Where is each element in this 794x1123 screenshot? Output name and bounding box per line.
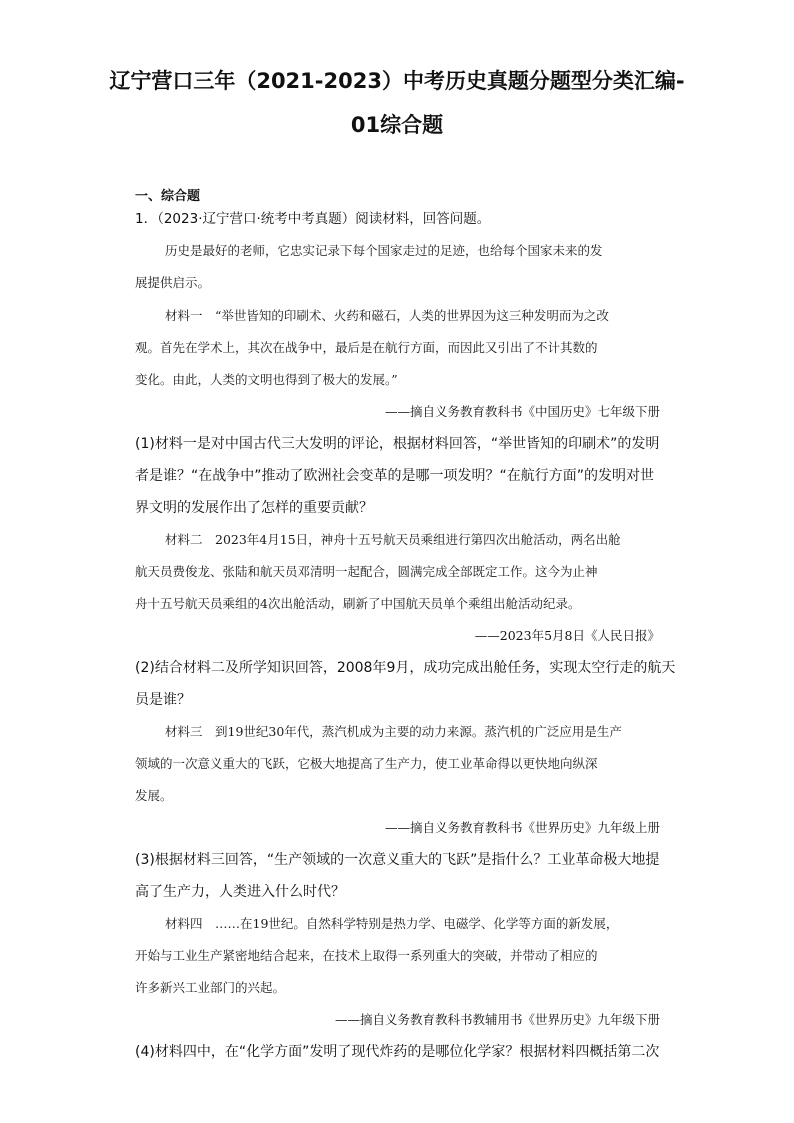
question-header: 1．（2023·辽宁营口·统考中考真题）阅读材料，回答问题。 — [135, 211, 491, 227]
q3-line-1: (3)根据材料三回答，“生产领域的一次意义重大的飞跃”是指什么？工业革命极大地提 — [135, 852, 660, 868]
material4-line-1: 材料四 ……在19世纪。自然科学特别是热力学、电磁学、化学等方面的新发展， — [165, 916, 619, 931]
q1-line-2: 者是谁？“在战争中”推动了欧洲社会变革的是哪一项发明？“在航行方面”的发明对世 — [135, 468, 655, 484]
q4-line-1: (4)材料四中，在“化学方面”发明了现代炸药的是哪位化学家？根据材料四概括第二次 — [135, 1044, 660, 1060]
q3-line-2: 高了生产力，人类进入什么时代？ — [135, 884, 345, 900]
document-title-line1: 辽宁营口三年（2021-2023）中考历史真题分题型分类汇编- — [109, 69, 685, 93]
material2-line-3: 舟十五号航天员乘组的4次出舱活动，刷新了中国航天员单个乘组出舱活动纪录。 — [135, 596, 581, 611]
q2-line-2: 员是谁？ — [135, 692, 191, 708]
material2-source: ——2023年5月8日《人民日报》 — [474, 628, 660, 643]
intro-line-2: 展提供启示。 — [135, 275, 211, 290]
material3-line-3: 发展。 — [135, 788, 173, 803]
material2-line-1: 材料二 2023年4月15日，神舟十五号航天员乘组进行第四次出舱活动，两名出舱 — [165, 532, 621, 547]
q1-line-3: 界文明的发展作出了怎样的重要贡献？ — [135, 500, 373, 516]
material3-source: ——摘自义务教育教科书《世界历史》九年级上册 — [384, 820, 660, 835]
q1-line-1: (1)材料一是对中国古代三大发明的评论，根据材料回答，“举世皆知的印刷术”的发明 — [135, 436, 660, 452]
material2-line-2: 航天员费俊龙、张陆和航天员邓清明一起配合，圆满完成全部既定工作。这今为止神 — [135, 564, 598, 579]
material4-source: ——摘自义务教育教科书教辅用书《世界历史》九年级下册 — [334, 1012, 660, 1027]
material1-source: ——摘自义务教育教科书《中国历史》七年级下册 — [384, 404, 660, 419]
q2-line-1: (2)结合材料二及所学知识回答，2008年9月，成功完成出舱任务，实现太空行走的航天 — [135, 660, 676, 676]
section-heading: 一、综合题 — [135, 189, 201, 204]
intro-line-1: 历史是最好的老师，它忠实记录下每个国家走过的足迹，也给每个国家未来的发 — [165, 243, 603, 258]
material4-line-2: 开始与工业生产紧密地结合起来，在技术上取得一系列重大的突破，并带动了相应的 — [135, 948, 598, 963]
material1-line-3: 变化。由此，人类的文明也得到了极大的发展。” — [135, 372, 398, 387]
material3-line-2: 领域的一次意义重大的飞跃，它极大地提高了生产力，使工业革命得以更快地向纵深 — [135, 756, 598, 771]
material1-line-2: 观。首先在学术上，其次在战争中，最后是在航行方面，而因此又引出了不计其数的 — [135, 340, 598, 355]
material4-line-3: 许多新兴工业部门的兴起。 — [135, 980, 286, 995]
document-title-line2: 01综合题 — [350, 113, 444, 137]
material1-line-1: 材料一 “举世皆知的印刷术、火药和磁石，人类的世界因为这三种发明而为之改 — [165, 308, 609, 323]
material3-line-1: 材料三 到19世纪30年代，蒸汽机成为主要的动力来源。蒸汽机的广泛应用是生产 — [165, 724, 622, 739]
